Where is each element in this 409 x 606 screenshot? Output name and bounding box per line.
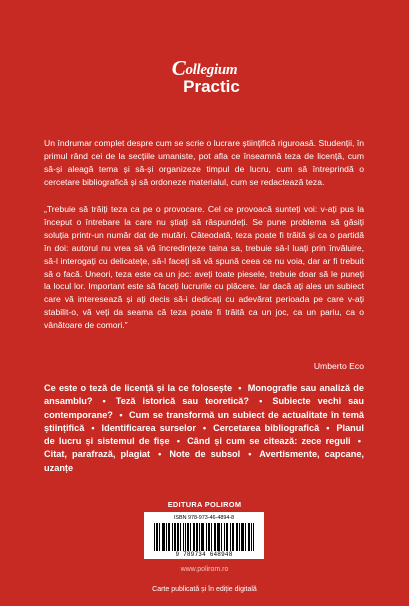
barcode-bar [243,523,244,551]
barcode-label [144,512,264,559]
bullet-separator: • [238,383,242,393]
series-initial: C [171,56,186,80]
contents-item: Identificarea surselor [101,422,196,433]
barcode-bar [172,523,173,551]
barcode-bar [190,523,191,551]
barcode-bar [188,523,189,551]
bullet-separator: • [259,396,263,407]
barcode-bar [215,523,216,551]
barcode-bar [169,523,170,551]
barcode-bar [185,523,186,551]
barcode-bar [209,523,210,551]
barcode-bar [183,523,184,551]
barcode-bar [211,523,212,551]
bullet-separator: • [91,422,95,433]
bullet-separator: • [326,422,330,433]
barcode-number: 9 789734 648948 [175,551,233,558]
barcode-bar [194,523,195,551]
barcode-bar [154,523,155,551]
bullet-separator: • [102,396,106,407]
publisher-name: EDITURA POLIROM [167,500,242,509]
contents-item: Citat, parafrază, plagiat [44,449,151,460]
barcode-bar [253,523,254,551]
bullet-separator: • [357,436,362,447]
contents-item: Cercetarea bibliografică [213,422,320,433]
barcode-bar [197,523,198,551]
contents-list [44,382,364,475]
barcode-bar [224,523,225,551]
barcode-bar [180,523,181,551]
publisher-website: www.polirom.ro [180,566,229,573]
contents-item: Teză istorică sau teoretică? [115,396,250,407]
quote-author: Umberto Eco [313,361,364,371]
bullet-separator: • [176,436,180,447]
contents-item: Planul de lucru și sistemul de fișe [44,422,364,447]
barcode-bar [245,523,246,551]
series-name [0,56,409,80]
contents-item: Note de subsol [169,449,241,460]
digital-edition-note: Carte publicată și în ediție digitală [152,586,257,593]
contents-item: Când și cum se citează: zece reguli [187,436,351,447]
barcode-icon [154,523,254,551]
bullet-separator: • [248,449,252,460]
barcode-bar [221,523,222,551]
contents-item: Subiecte vechi sau contemporane? [44,396,364,420]
barcode-bar [206,523,207,551]
barcode-bar [251,523,252,551]
series-logo [0,56,409,96]
contents-item: Cum se transformă un subiect de actualitate în temă științifică [44,409,364,433]
barcode-bar [219,523,220,551]
barcode-bar [175,523,176,551]
isbn-number: ISBN 978-973-46-4894-8 [173,515,235,521]
barcode-bar [227,523,228,551]
contents-item: Monografie sau analiză de ansamblu? [44,383,365,407]
contents-item: Avertismente, capcane, uzanțe [44,449,364,473]
barcode-bar [237,523,238,551]
bullet-separator: • [202,422,207,433]
contents-item: Ce este o teză de licență și la ce folosește [44,383,233,393]
series-name-rest: ollegium [185,62,238,78]
barcode-bar [230,523,231,551]
book-description: Un îndrumar complet despre cum se scrie o lucrare științifică riguroasă. Studenții, în primul rând cei de la secțiile umaniste, pot afla ce înseamnă teza de licență, cum să-și aleagă tema și să-și organizeze timpul de lucru, cum să întreprindă o cercetare bibliografică și să ordoneze materialul, cum se redactează teza. [44,138,364,187]
barcode-bar [239,523,240,551]
barcode-bar [233,523,234,551]
barcode-bar [166,523,167,551]
bullet-separator: • [119,409,123,420]
barcode-bar [157,523,158,551]
barcode-bar [159,523,160,551]
barcode-bar [199,523,200,551]
barcode-bar [203,523,204,551]
barcode-bar [249,523,250,551]
bullet-separator: • [158,449,162,460]
subseries-name: Practic [183,77,240,96]
author-quote: „Trebuie să trăiți teza ca pe o provocare. Cel ce provoacă sunteți voi: v-ați pus la început o întrebare la care nu știați să răspundeți. Se pune problema să găsiți soluția printr-un număr dat de mutări. Câteodată, teza poate fi trăită și ca o partidă în doi: autorul nu vrea să vă încredințeze taina sa, trebuie să-l luați prin învăluire, să-l interogați cu delicatețe, să-l faceți să vă spună ceea ce nu voia, dar ar fi trebuit să o facă. Uneori, teza este ca un joc: aveți toate piesele, trebuie doar să le puneți la locul lor. Important este să faceți lucrurile cu plăcere. Iar dacă ați ales un subiect care vă interesează și ați decis să-i dedicați cu adevărat perioada pe care v-ați stabilit-o, vă veți da seama că teza poate fi trăită ca un joc, ca un pariu, ca o vânătoare de comori.” [44,204,364,331]
barcode-bar [164,523,165,551]
